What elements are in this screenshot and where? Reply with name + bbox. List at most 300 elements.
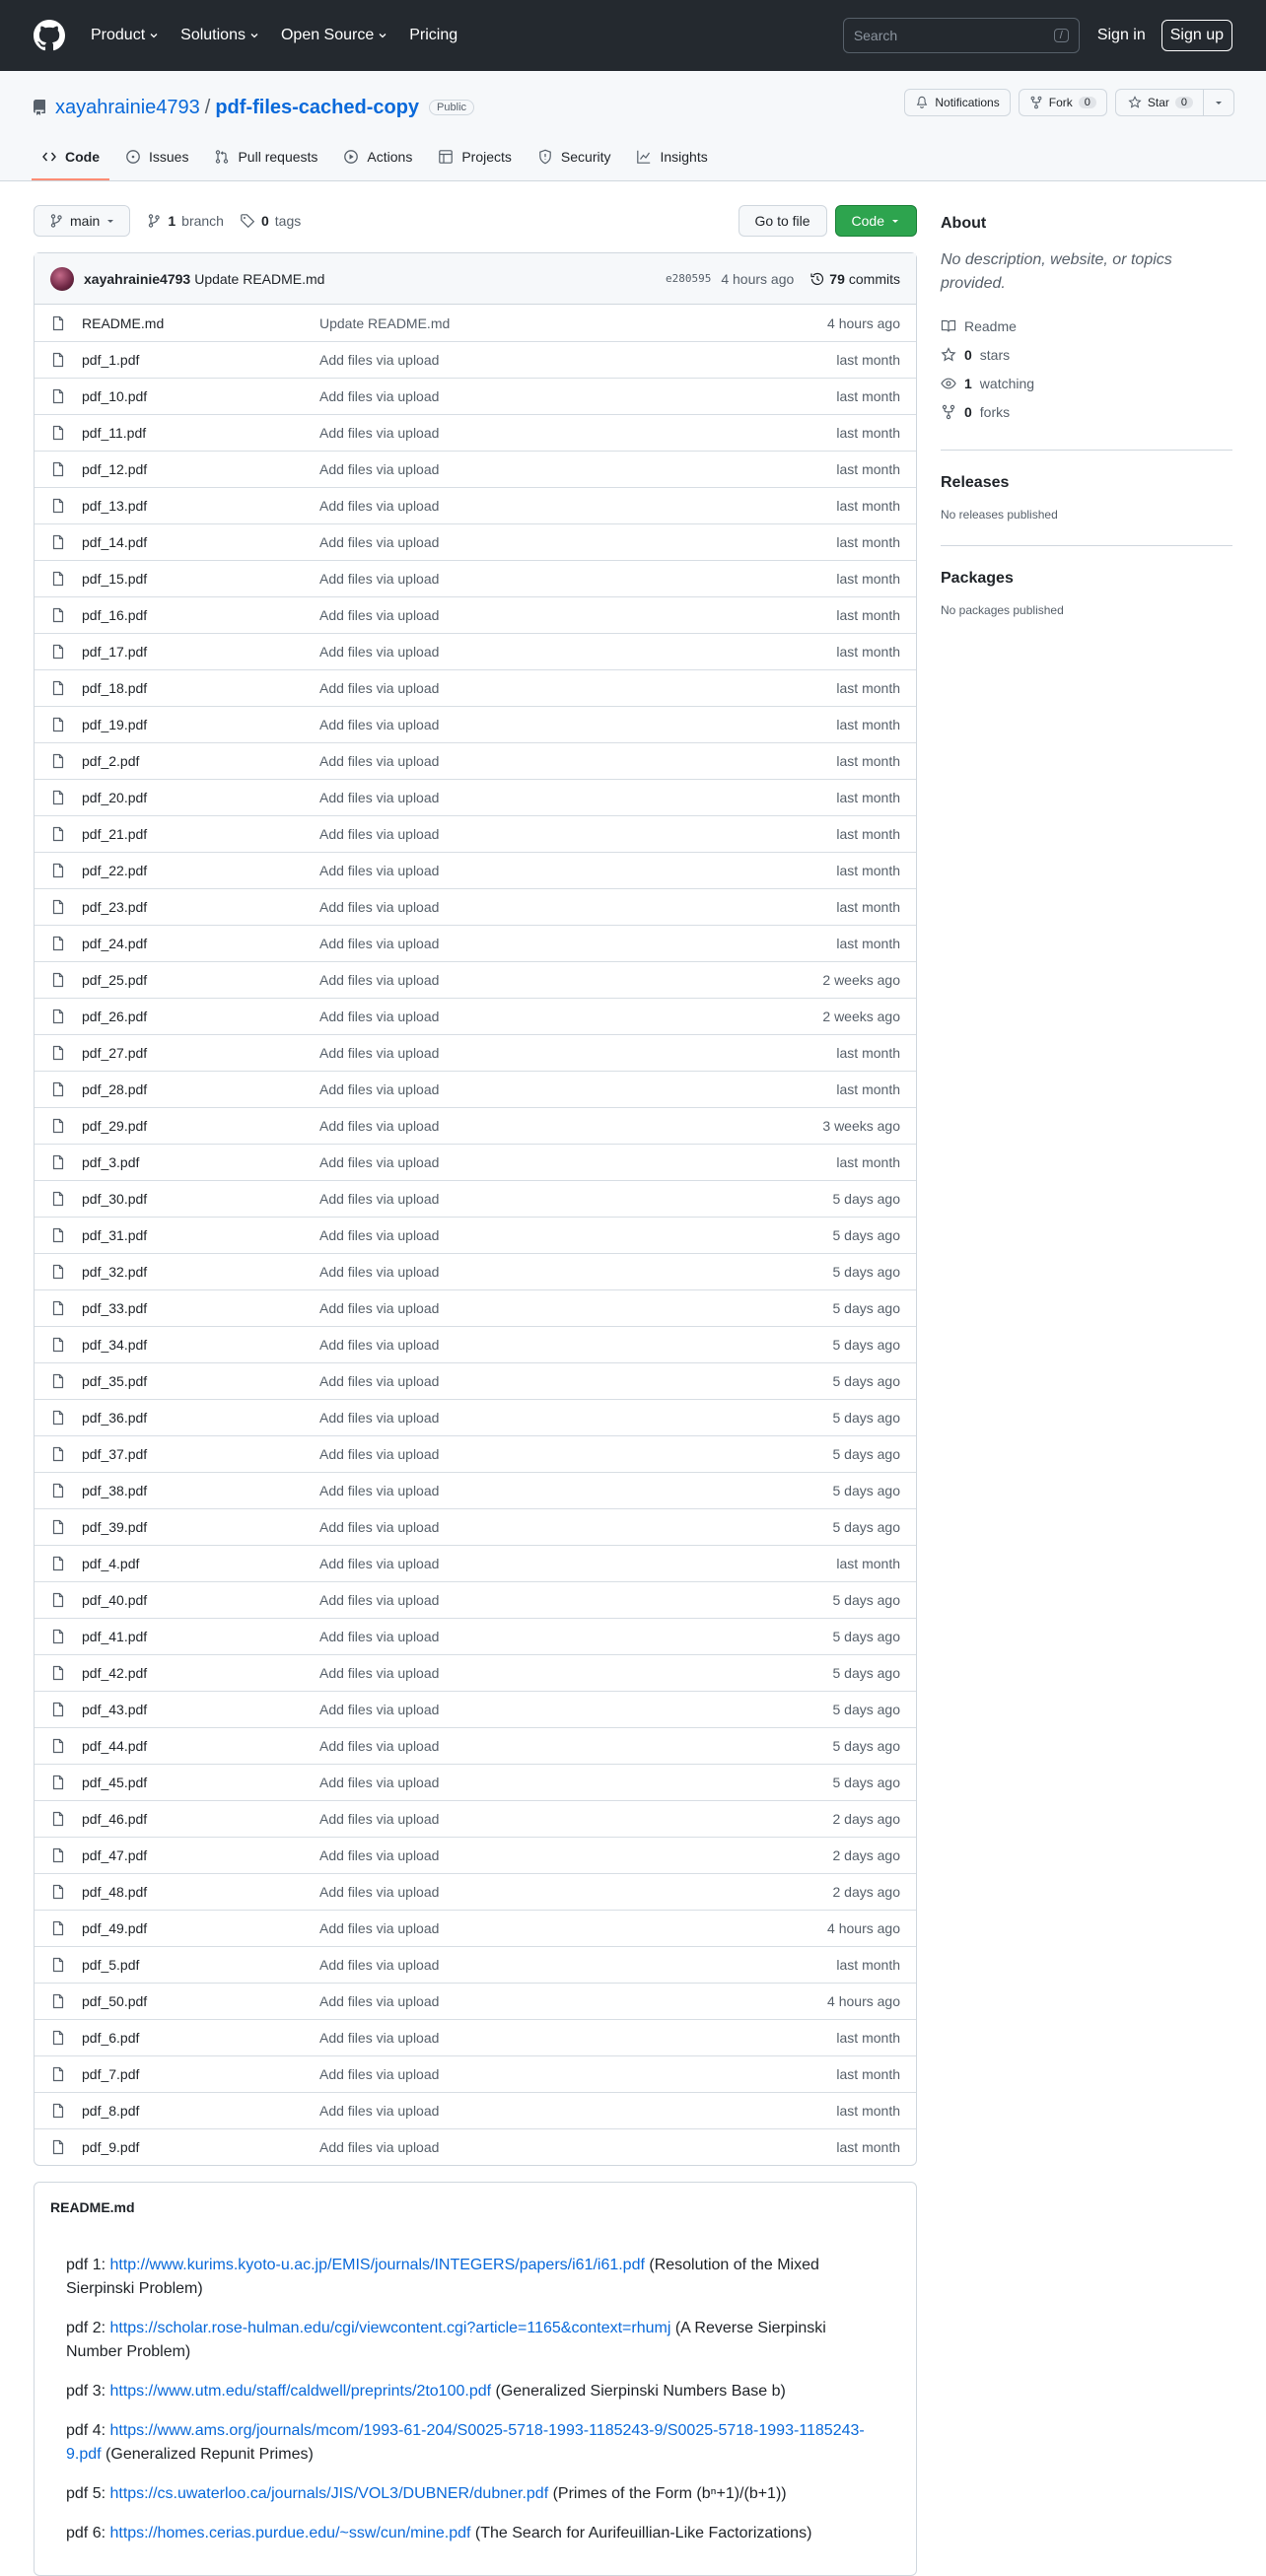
file-row[interactable]	[35, 706, 916, 742]
file-commit-message-link[interactable]: Add files via upload	[319, 2066, 440, 2082]
file-name-link[interactable]: pdf_35.pdf	[82, 1373, 148, 1389]
file-row[interactable]	[35, 1107, 916, 1144]
file-row[interactable]	[35, 1545, 916, 1581]
notifications-label: Notifications	[935, 96, 1000, 109]
file-commit-age: 5 days ago	[832, 1519, 900, 1535]
file-commit-message-link[interactable]: Add files via upload	[319, 1118, 440, 1134]
file-commit-message-link[interactable]: Add files via upload	[319, 680, 440, 696]
avatar[interactable]	[50, 267, 74, 291]
file-commit-message-link[interactable]: Add files via upload	[319, 388, 440, 404]
code-button-label: Code	[851, 213, 884, 229]
file-row[interactable]	[35, 1144, 916, 1180]
repo-icon	[32, 100, 47, 115]
file-name-link[interactable]: pdf_31.pdf	[82, 1227, 148, 1243]
file-row[interactable]	[35, 2055, 916, 2092]
file-row[interactable]	[35, 1326, 916, 1362]
notifications-button[interactable]	[904, 89, 1010, 116]
file-name-link[interactable]: pdf_3.pdf	[82, 1154, 140, 1170]
file-commit-age: 5 days ago	[832, 1373, 900, 1389]
tags-link[interactable]	[240, 213, 301, 229]
stars-count: 0	[964, 346, 972, 363]
file-name-link[interactable]: pdf_14.pdf	[82, 534, 148, 550]
file-row[interactable]	[35, 852, 916, 888]
file-commit-message-link[interactable]: Add files via upload	[319, 1410, 440, 1426]
file-commit-message-link[interactable]: Add files via upload	[319, 1081, 440, 1097]
tab-projects[interactable]	[428, 149, 522, 180]
releases-empty-text: No releases published	[941, 508, 1058, 522]
file-icon	[50, 790, 66, 805]
file-row[interactable]	[35, 925, 916, 961]
file-commit-message-link[interactable]: Add files via upload	[319, 352, 440, 368]
file-commit-message-link[interactable]: Add files via upload	[319, 1738, 440, 1754]
file-icon	[50, 1300, 66, 1316]
file-name-link[interactable]: pdf_8.pdf	[82, 2103, 140, 2119]
file-commit-age: 5 days ago	[832, 1702, 900, 1717]
nav-solutions[interactable]	[180, 27, 259, 44]
tab-code-label: Code	[65, 149, 100, 165]
file-commit-age: 5 days ago	[832, 1446, 900, 1462]
sign-up-button[interactable]: Sign up	[1161, 20, 1232, 51]
file-row[interactable]	[35, 560, 916, 596]
file-name-link[interactable]: pdf_48.pdf	[82, 1884, 148, 1900]
commit-hash-link[interactable]: e280595	[665, 272, 712, 285]
file-commit-message-link[interactable]: Add files via upload	[319, 1556, 440, 1571]
file-name-link[interactable]: pdf_4.pdf	[82, 1556, 140, 1571]
star-dropdown-button[interactable]	[1203, 90, 1233, 115]
file-row[interactable]	[35, 414, 916, 451]
watchers-link[interactable]	[941, 369, 1232, 397]
file-row[interactable]	[35, 2092, 916, 2128]
file-commit-message-link[interactable]: Add files via upload	[319, 571, 440, 587]
file-name-link[interactable]: pdf_49.pdf	[82, 1920, 148, 1936]
file-row[interactable]	[35, 1581, 916, 1618]
file-icon	[50, 1592, 66, 1608]
file-icon	[50, 1483, 66, 1498]
file-commit-message-link[interactable]: Add files via upload	[319, 1884, 440, 1900]
github-logo-icon[interactable]	[34, 20, 65, 51]
file-commit-message-link[interactable]: Add files via upload	[319, 1154, 440, 1170]
file-commit-message-link[interactable]: Add files via upload	[319, 863, 440, 878]
file-icon	[50, 1775, 66, 1790]
file-row[interactable]	[35, 669, 916, 706]
file-row[interactable]	[35, 305, 916, 341]
file-commit-message-link[interactable]: Add files via upload	[319, 1373, 440, 1389]
file-row[interactable]	[35, 1983, 916, 2019]
file-name-link[interactable]: pdf_12.pdf	[82, 461, 148, 477]
file-name-link[interactable]: pdf_25.pdf	[82, 972, 148, 988]
file-name-link[interactable]: pdf_6.pdf	[82, 2030, 140, 2046]
readme-entry-prefix: pdf 3:	[66, 2383, 110, 2400]
file-commit-message-link[interactable]: Add files via upload	[319, 1483, 440, 1498]
file-commit-message-link[interactable]: Add files via upload	[319, 1446, 440, 1462]
file-name-link[interactable]: pdf_7.pdf	[82, 2066, 140, 2082]
triangle-down-icon	[890, 216, 900, 226]
file-commit-message-link[interactable]: Add files via upload	[319, 1920, 440, 1936]
readme-entry	[66, 2254, 884, 2301]
file-commit-message-link[interactable]: Add files via upload	[319, 1264, 440, 1280]
file-row[interactable]	[35, 341, 916, 378]
readme-entry	[66, 2317, 884, 2364]
about-heading: About	[941, 215, 987, 232]
repo-tabs	[32, 149, 724, 180]
file-commit-message-link[interactable]: Add files via upload	[319, 826, 440, 842]
file-row[interactable]	[35, 523, 916, 560]
file-row[interactable]	[35, 961, 916, 998]
file-row[interactable]	[35, 1800, 916, 1837]
file-icon	[50, 2103, 66, 2119]
file-icon	[50, 1884, 66, 1900]
forks-label: forks	[979, 403, 1011, 420]
file-name-link[interactable]: pdf_27.pdf	[82, 1045, 148, 1061]
file-row[interactable]	[35, 779, 916, 815]
file-commit-age: 5 days ago	[832, 1775, 900, 1790]
go-to-file-button[interactable]: Go to file	[738, 205, 827, 237]
file-commit-message-link[interactable]: Add files via upload	[319, 972, 440, 988]
triangle-down-icon	[106, 216, 115, 226]
file-commit-message-link[interactable]: Add files via upload	[319, 1045, 440, 1061]
file-row[interactable]	[35, 1362, 916, 1399]
repo-owner-link[interactable]: xayahrainie4793	[55, 96, 200, 118]
about-description: No description, website, or topics provided.	[941, 251, 1172, 292]
file-name-link[interactable]: pdf_33.pdf	[82, 1300, 148, 1316]
packages-heading[interactable]: Packages	[941, 570, 1014, 587]
triangle-down-icon	[1214, 98, 1224, 107]
file-name-link[interactable]: pdf_2.pdf	[82, 753, 140, 769]
file-name-link[interactable]: pdf_16.pdf	[82, 607, 148, 623]
readme-entry-description: (Generalized Sierpinski Numbers Base b)	[491, 2383, 786, 2400]
latest-commit-bar	[35, 253, 916, 305]
file-commit-age: last month	[836, 1957, 900, 1973]
file-commit-age: 5 days ago	[832, 1300, 900, 1316]
file-row[interactable]	[35, 1654, 916, 1691]
file-row[interactable]	[35, 1180, 916, 1217]
file-commit-message-link[interactable]: Add files via upload	[319, 1957, 440, 1973]
file-icon	[50, 1009, 66, 1024]
file-commit-age: last month	[836, 1154, 900, 1170]
file-commit-message-link[interactable]: Add files via upload	[319, 1592, 440, 1608]
file-row[interactable]	[35, 1837, 916, 1873]
file-icon	[50, 388, 66, 404]
file-commit-message-link[interactable]: Add files via upload	[319, 534, 440, 550]
tab-insights[interactable]	[626, 149, 717, 180]
tab-actions[interactable]	[333, 149, 422, 180]
file-commit-message-link[interactable]: Add files via upload	[319, 1775, 440, 1790]
file-name-link[interactable]: README.md	[82, 314, 165, 331]
readme-link[interactable]	[941, 312, 1232, 340]
bell-icon	[915, 96, 929, 109]
file-name-link[interactable]: pdf_22.pdf	[82, 863, 148, 878]
tab-security[interactable]	[528, 149, 621, 180]
readme-entry-link[interactable]: https://scholar.rose-hulman.edu/cgi/viewcontent.cgi?article=1165&context=rhumj	[109, 2320, 671, 2336]
readme-entry-description: (Resolution of the Mixed Sierpinski Problem)	[66, 2257, 819, 2297]
file-commit-age: last month	[836, 936, 900, 951]
table-icon	[438, 149, 454, 165]
file-commit-message-link[interactable]: Add files via upload	[319, 1519, 440, 1535]
file-name-link[interactable]: pdf_39.pdf	[82, 1519, 148, 1535]
file-commit-message-link[interactable]: Add files via upload	[319, 790, 440, 805]
file-name-link[interactable]: pdf_46.pdf	[82, 1811, 148, 1827]
file-row[interactable]	[35, 1764, 916, 1800]
star-icon	[1128, 96, 1142, 109]
file-row[interactable]	[35, 1217, 916, 1253]
tab-insights-label: Insights	[660, 149, 708, 165]
file-name-link[interactable]: pdf_41.pdf	[82, 1629, 148, 1644]
readme-entry-link[interactable]: http://www.kurims.kyoto-u.ac.jp/EMIS/journals/INTEGERS/papers/i61/i61.pdf	[109, 2257, 645, 2273]
file-commit-age: 5 days ago	[832, 1264, 900, 1280]
repo-header	[0, 71, 1266, 181]
file-name-link[interactable]: pdf_50.pdf	[82, 1993, 148, 2009]
tab-issues[interactable]	[115, 149, 198, 180]
file-commit-message-link[interactable]: Add files via upload	[319, 2103, 440, 2119]
file-name-link[interactable]: pdf_26.pdf	[82, 1009, 148, 1024]
file-row[interactable]	[35, 2128, 916, 2165]
file-row[interactable]	[35, 1508, 916, 1545]
commit-message-link[interactable]: Update README.md	[194, 270, 325, 287]
readme-entry-link[interactable]: https://homes.cerias.purdue.edu/~ssw/cun/mine.pdf	[109, 2525, 471, 2541]
file-commit-message-link[interactable]: Add files via upload	[319, 1702, 440, 1717]
file-commit-message-link[interactable]: Add files via upload	[319, 2030, 440, 2046]
file-row[interactable]	[35, 742, 916, 779]
file-row[interactable]	[35, 451, 916, 487]
file-name-link[interactable]: pdf_11.pdf	[82, 425, 147, 441]
divider	[941, 545, 1232, 546]
file-icon	[50, 1045, 66, 1061]
file-commit-age: last month	[836, 2030, 900, 2046]
file-commit-message-link[interactable]: Add files via upload	[319, 1009, 440, 1024]
file-commit-age: 4 hours ago	[827, 1993, 900, 2009]
file-row[interactable]	[35, 1289, 916, 1326]
file-name-link[interactable]: pdf_47.pdf	[82, 1847, 148, 1863]
file-name-link[interactable]: pdf_43.pdf	[82, 1702, 148, 1717]
stars-link[interactable]	[941, 340, 1232, 369]
file-commit-message-link[interactable]: Add files via upload	[319, 1227, 440, 1243]
nav-product[interactable]	[91, 27, 159, 44]
readme-entry-link[interactable]: https://cs.uwaterloo.ca/journals/JIS/VOL3/DUBNER/dubner.pdf	[109, 2485, 549, 2502]
file-commit-message-link[interactable]: Add files via upload	[319, 1300, 440, 1316]
file-name-link[interactable]: pdf_37.pdf	[82, 1446, 148, 1462]
file-commit-message-link[interactable]: Add files via upload	[319, 1337, 440, 1353]
readme-entry	[66, 2380, 884, 2403]
file-commit-message-link[interactable]: Add files via upload	[319, 498, 440, 514]
file-name-link[interactable]: pdf_34.pdf	[82, 1337, 148, 1353]
file-name-link[interactable]: pdf_19.pdf	[82, 717, 148, 732]
file-name-link[interactable]: pdf_18.pdf	[82, 680, 148, 696]
file-commit-message-link[interactable]: Add files via upload	[319, 717, 440, 732]
file-row[interactable]	[35, 1071, 916, 1107]
file-icon	[50, 607, 66, 623]
issue-icon	[125, 149, 141, 165]
file-name-link[interactable]: pdf_9.pdf	[82, 2139, 140, 2155]
tab-actions-label: Actions	[367, 149, 413, 165]
visibility-badge: Public	[429, 100, 474, 115]
file-name-link[interactable]: pdf_17.pdf	[82, 644, 148, 660]
commit-count-label: commits	[848, 270, 900, 287]
file-name-link[interactable]: pdf_29.pdf	[82, 1118, 148, 1134]
readme-link-label: Readme	[964, 317, 1017, 334]
branch-select-button[interactable]	[34, 205, 130, 237]
file-row[interactable]	[35, 815, 916, 852]
fork-button[interactable]	[1019, 89, 1107, 116]
fork-icon	[941, 404, 956, 420]
releases-heading[interactable]: Releases	[941, 474, 1010, 491]
file-commit-message-link[interactable]: Add files via upload	[319, 425, 440, 441]
file-name-link[interactable]: pdf_30.pdf	[82, 1191, 148, 1207]
file-commit-age: last month	[836, 1045, 900, 1061]
file-name-link[interactable]: pdf_45.pdf	[82, 1775, 148, 1790]
file-row[interactable]	[35, 998, 916, 1034]
readme-entry	[66, 2522, 884, 2545]
file-row[interactable]	[35, 1727, 916, 1764]
file-commit-age: last month	[836, 899, 900, 915]
file-commit-message-link[interactable]: Add files via upload	[319, 644, 440, 660]
file-row[interactable]	[35, 888, 916, 925]
file-commit-message-link[interactable]: Add files via upload	[319, 461, 440, 477]
file-row[interactable]	[35, 378, 916, 414]
tab-pull-requests[interactable]	[204, 149, 327, 180]
readme-entry-link[interactable]: https://www.ams.org/journals/mcom/1993-61-204/S0025-5718-1993-1185243-9/S0025-5718-1993-1185243-9.pdf	[66, 2422, 865, 2463]
file-row[interactable]	[35, 2019, 916, 2055]
branch-count: 1	[168, 213, 176, 229]
star-button[interactable]	[1115, 89, 1234, 116]
code-dropdown-button[interactable]	[835, 205, 917, 237]
file-icon	[50, 1811, 66, 1827]
file-row[interactable]	[35, 596, 916, 633]
commits-link[interactable]	[809, 271, 900, 287]
file-commit-age: 5 days ago	[832, 1592, 900, 1608]
file-name-link[interactable]: pdf_20.pdf	[82, 790, 148, 805]
tab-code[interactable]	[32, 149, 109, 180]
file-icon	[50, 1993, 66, 2009]
file-name-link[interactable]: pdf_32.pdf	[82, 1264, 148, 1280]
file-icon	[50, 1665, 66, 1681]
file-commit-message-link[interactable]: Add files via upload	[319, 2139, 440, 2155]
chevron-down-icon	[149, 31, 159, 40]
file-row[interactable]	[35, 633, 916, 669]
file-icon	[50, 1410, 66, 1426]
file-commit-message-link[interactable]: Add files via upload	[319, 1629, 440, 1644]
file-commit-message-link[interactable]: Add files via upload	[319, 1191, 440, 1207]
chevron-down-icon	[378, 31, 387, 40]
file-commit-message-link[interactable]: Add files via upload	[319, 753, 440, 769]
file-commit-age: 2 days ago	[832, 1847, 900, 1863]
readme-entry-prefix: pdf 1:	[66, 2257, 110, 2273]
readme-entry-link[interactable]: https://www.utm.edu/staff/caldwell/preprints/2to100.pdf	[109, 2383, 492, 2400]
file-icon	[50, 826, 66, 842]
file-name-link[interactable]: pdf_24.pdf	[82, 936, 148, 951]
file-icon	[50, 498, 66, 514]
file-commit-message-link[interactable]: Add files via upload	[319, 1847, 440, 1863]
tag-label: tags	[274, 213, 302, 229]
file-commit-message-link[interactable]: Add files via upload	[319, 1993, 440, 2009]
file-row[interactable]	[35, 1910, 916, 1946]
file-commit-age: 5 days ago	[832, 1738, 900, 1754]
file-name-link[interactable]: pdf_42.pdf	[82, 1665, 148, 1681]
file-row[interactable]	[35, 1034, 916, 1071]
file-name-link[interactable]: pdf_36.pdf	[82, 1410, 148, 1426]
file-commit-age: 3 weeks ago	[822, 1118, 900, 1134]
search-input[interactable]	[843, 18, 1080, 53]
file-name-link[interactable]: pdf_1.pdf	[82, 352, 140, 368]
file-name-link[interactable]: pdf_23.pdf	[82, 899, 148, 915]
file-row[interactable]	[35, 1946, 916, 1983]
file-commit-age: last month	[836, 1556, 900, 1571]
file-commit-age: 5 days ago	[832, 1629, 900, 1644]
nav-open-source[interactable]	[281, 27, 387, 44]
file-name-link[interactable]: pdf_13.pdf	[82, 498, 148, 514]
file-row[interactable]	[35, 1618, 916, 1654]
play-icon	[343, 149, 359, 165]
commit-count: 79	[829, 270, 845, 287]
branch-label: branch	[181, 213, 224, 229]
file-name-link[interactable]: pdf_38.pdf	[82, 1483, 148, 1498]
file-commit-age: last month	[836, 534, 900, 550]
file-commit-age: 5 days ago	[832, 1483, 900, 1498]
nav-open-source-label: Open Source	[280, 27, 375, 43]
file-commit-message-link[interactable]: Add files via upload	[319, 936, 440, 951]
file-name-link[interactable]: pdf_21.pdf	[82, 826, 148, 842]
file-commit-message-link[interactable]: Update README.md	[319, 314, 451, 331]
branch-icon	[48, 213, 64, 229]
tag-count: 0	[260, 213, 269, 229]
file-name-link[interactable]: pdf_40.pdf	[82, 1592, 148, 1608]
file-icon	[50, 352, 66, 368]
file-commit-age: 5 days ago	[832, 1227, 900, 1243]
repo-name-link[interactable]: pdf-files-cached-copy	[215, 96, 420, 118]
file-commit-age: 5 days ago	[832, 1665, 900, 1681]
file-icon	[50, 2139, 66, 2155]
pull-request-icon	[214, 149, 230, 165]
tab-issues-label: Issues	[149, 149, 189, 165]
file-commit-message-link[interactable]: Add files via upload	[319, 607, 440, 623]
branches-link[interactable]	[146, 213, 224, 229]
file-row[interactable]	[35, 1691, 916, 1727]
file-icon	[50, 1629, 66, 1644]
nav-solutions-label: Solutions	[180, 27, 246, 43]
file-commit-message-link[interactable]: Add files via upload	[319, 1665, 440, 1681]
file-name-link[interactable]: pdf_28.pdf	[82, 1081, 148, 1097]
file-name-link[interactable]: pdf_10.pdf	[82, 388, 148, 404]
file-name-link[interactable]: pdf_5.pdf	[82, 1957, 140, 1973]
file-icon	[50, 2066, 66, 2082]
file-row[interactable]	[35, 1435, 916, 1472]
nav-pricing[interactable]	[409, 27, 457, 44]
file-name-link[interactable]: pdf_44.pdf	[82, 1738, 148, 1754]
path-separator: /	[204, 96, 211, 118]
file-icon	[50, 1337, 66, 1353]
file-row[interactable]	[35, 1472, 916, 1508]
readme-entry	[66, 2482, 884, 2506]
watching-label: watching	[979, 375, 1035, 391]
file-commit-message-link[interactable]: Add files via upload	[319, 1811, 440, 1827]
file-row[interactable]	[35, 1873, 916, 1910]
file-icon	[50, 1154, 66, 1170]
file-commit-message-link[interactable]: Add files via upload	[319, 899, 440, 915]
commit-author-link[interactable]: xayahrainie4793	[84, 270, 191, 287]
readme-title: README.md	[50, 2199, 135, 2215]
file-row[interactable]	[35, 1399, 916, 1435]
forks-link[interactable]	[941, 397, 1232, 426]
file-row[interactable]	[35, 1253, 916, 1289]
divider	[941, 450, 1232, 451]
file-icon	[50, 1264, 66, 1280]
file-row[interactable]	[35, 487, 916, 523]
file-name-link[interactable]: pdf_15.pdf	[82, 571, 148, 587]
file-icon	[50, 1118, 66, 1134]
sign-in-link[interactable]: Sign in	[1096, 27, 1146, 43]
file-commit-age: last month	[836, 352, 900, 368]
readme-box	[34, 2182, 917, 2576]
tab-projects-label: Projects	[461, 149, 512, 165]
